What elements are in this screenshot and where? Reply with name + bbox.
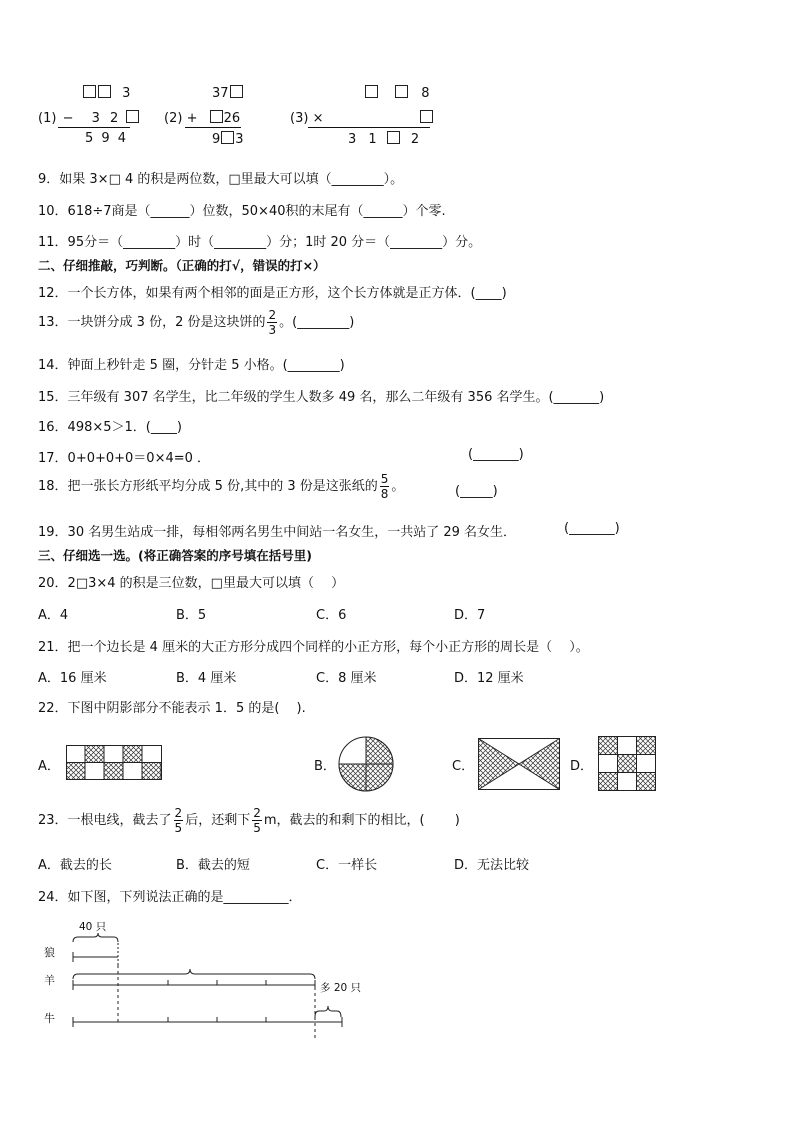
top-digit: 37 bbox=[212, 86, 229, 101]
denominator: 5 bbox=[253, 821, 261, 835]
numerator: 2 bbox=[268, 308, 277, 322]
result-digit: 3 bbox=[235, 132, 244, 147]
problem-label: (2) bbox=[164, 111, 183, 126]
section-3-title: 三、仔细选一选。(将正确答案的序号填在括号里) bbox=[38, 548, 312, 563]
label-cow: 牛 bbox=[44, 1012, 55, 1025]
digit-box[interactable] bbox=[210, 110, 223, 123]
fraction bbox=[380, 472, 390, 501]
question-22: 22．下图中阴影部分不能表示 1．5 的是( ). bbox=[38, 701, 306, 716]
figure-d-grid bbox=[598, 736, 658, 792]
option-d[interactable]: D．12 厘米 bbox=[454, 671, 524, 686]
option-d[interactable]: D．7 bbox=[454, 608, 486, 623]
denominator: 5 bbox=[174, 821, 183, 835]
question-23 bbox=[38, 806, 460, 835]
top-digit: 8 bbox=[421, 86, 430, 101]
digit: 2 bbox=[110, 111, 119, 126]
question-text: 后，还剩下 bbox=[185, 813, 251, 828]
question-text: 18．把一张长方形纸平均分成 5 份,其中的 3 份是这张纸的 bbox=[38, 479, 378, 494]
option-d[interactable]: D． bbox=[570, 759, 594, 774]
question-11: 11．95分＝（________）时（________）分；1时 20 分＝（________）分。 bbox=[38, 235, 482, 250]
label-more-20: 多 20 只 bbox=[320, 982, 362, 994]
option-a[interactable]: A．截去的长 bbox=[38, 858, 112, 873]
result-digit: 9 bbox=[212, 132, 221, 147]
option-b[interactable]: B．截去的短 bbox=[176, 858, 250, 873]
option-a[interactable]: A．16 厘米 bbox=[38, 671, 107, 686]
denominator: 3 bbox=[268, 323, 277, 337]
option-c[interactable]: C．8 厘米 bbox=[316, 671, 377, 686]
fraction bbox=[267, 308, 277, 337]
problem-label: (1) bbox=[38, 111, 57, 126]
question-16: 16．498×5＞1．(____) bbox=[38, 420, 182, 435]
question-20: 20．2□3×4 的积是三位数，□里最大可以填（ ） bbox=[38, 576, 345, 591]
option-c[interactable]: C．一样长 bbox=[316, 858, 378, 873]
option-a[interactable]: A．4 bbox=[38, 608, 69, 623]
digit: 26 bbox=[223, 111, 241, 126]
result-digit: 3 1 bbox=[348, 132, 381, 147]
fraction bbox=[252, 806, 262, 835]
fraction bbox=[174, 806, 184, 835]
question-13 bbox=[38, 308, 354, 337]
digit-box[interactable] bbox=[365, 85, 378, 98]
digit: 3 bbox=[91, 111, 100, 126]
operator: − bbox=[62, 111, 74, 126]
operator: + bbox=[186, 111, 198, 126]
option-b[interactable]: B． bbox=[314, 759, 336, 774]
digit-box[interactable] bbox=[395, 85, 408, 98]
question-24: 24．如下图，下列说法正确的是__________． bbox=[38, 890, 302, 905]
digit-box[interactable] bbox=[221, 131, 234, 144]
question-10: 10．618÷7商是（______）位数，50×40积的末尾有（______）个零. bbox=[38, 204, 446, 219]
numerator: 5 bbox=[380, 472, 389, 486]
digit-box[interactable] bbox=[387, 131, 400, 144]
answer-blank: (_______) bbox=[564, 521, 620, 536]
question-21: 21．把一个边长是 4 厘米的大正方形分成四个同样的小正方形，每个小正方形的周长是（ ）。 bbox=[38, 640, 589, 655]
figure-a-grid bbox=[66, 745, 162, 781]
question-text: 13．一块饼分成 3 份，2 份是这块饼的 bbox=[38, 315, 266, 330]
diagram-lines bbox=[60, 925, 360, 1043]
option-a[interactable]: A． bbox=[38, 759, 60, 774]
question-15: 15．三年级有 307 名学生，比二年级的学生人数多 49 名，那么二年级有 356 名学生。(_______) bbox=[38, 390, 605, 405]
label-40: 40 只 bbox=[79, 921, 107, 933]
operator: × bbox=[312, 111, 324, 126]
problem-label: (3) bbox=[290, 111, 309, 126]
question-12: 12．一个长方体，如果有两个相邻的面是正方形，这个长方体就是正方体．(____) bbox=[38, 286, 507, 301]
question-text: 17．0+0+0+0＝0×4=0 ． bbox=[38, 451, 211, 466]
question-14: 14．钟面上秒针走 5 圈，分针走 5 小格。(________) bbox=[38, 358, 345, 373]
question-text: m，截去的和剩下的相比，( ) bbox=[263, 813, 460, 828]
digit-box[interactable] bbox=[230, 85, 243, 98]
question-18 bbox=[38, 472, 404, 501]
option-b[interactable]: B．5 bbox=[176, 608, 207, 623]
question-17 bbox=[38, 447, 210, 466]
figure-c-rectangle bbox=[478, 738, 560, 790]
numerator: 2 bbox=[253, 806, 261, 820]
result-digit: 2 bbox=[410, 132, 420, 147]
question-19 bbox=[38, 521, 516, 540]
section-2-title: 二、仔细推敲，巧判断。（正确的打√，错误的打×） bbox=[38, 258, 326, 273]
result: 5 9 4 bbox=[85, 131, 129, 146]
question-text: 19．30 名男生站成一排，每相邻两名男生中间站一名女生，一共站了 29 名女生． bbox=[38, 525, 517, 540]
option-c[interactable]: C． bbox=[452, 759, 475, 774]
question-text: 。 bbox=[391, 479, 405, 494]
question-9: 9．如果 3×□ 4 的积是两位数，□里最大可以填（________）。 bbox=[38, 172, 404, 187]
figure-b-circle bbox=[338, 736, 394, 792]
digit-box[interactable] bbox=[98, 85, 111, 98]
option-b[interactable]: B．4 厘米 bbox=[176, 671, 237, 686]
digit-box[interactable] bbox=[420, 110, 433, 123]
numerator: 2 bbox=[174, 806, 183, 820]
denominator: 8 bbox=[380, 487, 389, 501]
top-digit: 3 bbox=[122, 86, 131, 101]
option-d[interactable]: D．无法比较 bbox=[454, 858, 530, 873]
label-wolf: 狼 bbox=[44, 946, 55, 959]
answer-blank: 。(________) bbox=[279, 315, 355, 330]
label-sheep: 羊 bbox=[44, 974, 55, 987]
option-c[interactable]: C．6 bbox=[316, 608, 347, 623]
answer-blank: (_____) bbox=[455, 484, 498, 499]
answer-blank: (_______) bbox=[468, 447, 524, 462]
digit-box[interactable] bbox=[126, 110, 139, 123]
digit-box[interactable] bbox=[83, 85, 96, 98]
question-text: 23．一根电线，截去了 bbox=[38, 813, 172, 828]
